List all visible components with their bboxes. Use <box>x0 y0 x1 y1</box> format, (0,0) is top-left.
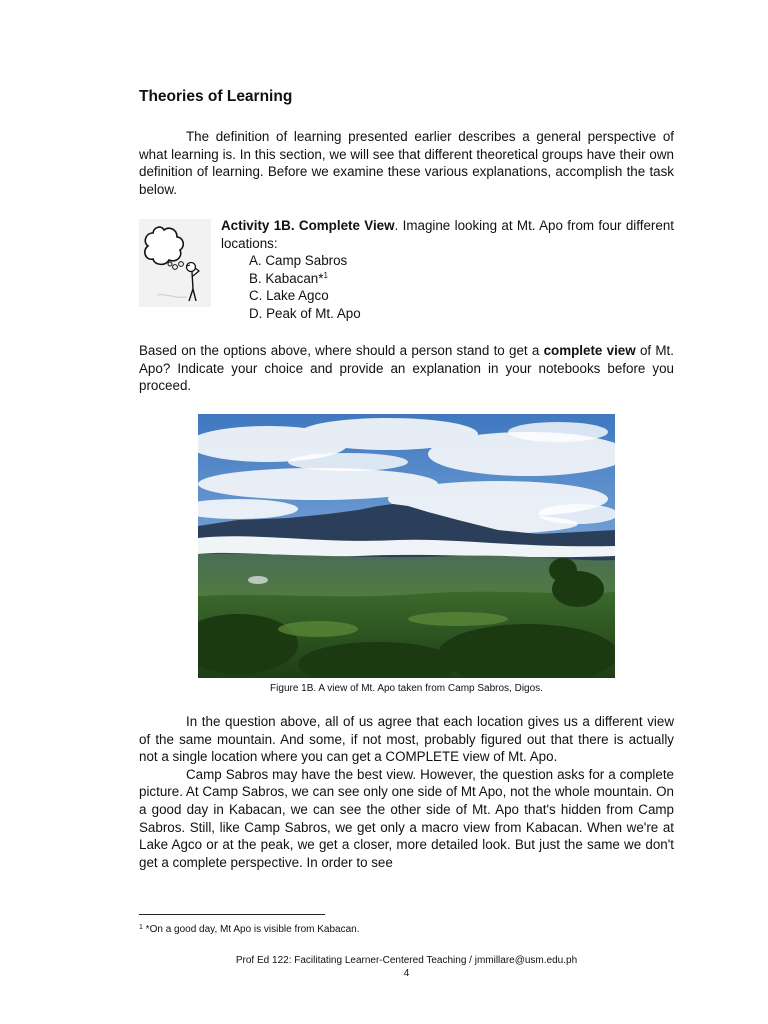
activity-instruction: . Imagine looking at Mt. Apo from four different locations: <box>221 218 674 251</box>
footer-course: Prof Ed 122: Facilitating Learner-Centered Teaching / jmmillare@usm.edu.ph <box>235 955 578 966</box>
option-item: B. Kabacan*$^1$ <box>249 270 328 286</box>
section-title: Theories of Learning <box>139 88 293 105</box>
mountain-photo <box>198 414 615 678</box>
thinking-person-icon <box>139 219 211 307</box>
page-number: 4 <box>403 968 410 979</box>
body-paragraph: Camp Sabros may have the best view. However, the question asks for a complete picture. At Camp Sabros, we can see only one side of Mt Apo, not the whole mountain. On a good day in Kabacan, we can see the other side of Mt. Apo that's hidden from Camp Sabros. Still, like Camp Sabros, we get only a macro view from Kabacan. When we're at Lake Agco or at the peak, we get a closer, more detailed look. But just the same we don't get a complete perspective. In order to see <box>139 766 674 870</box>
footnote-text: *On a good day, Mt Apo is visible from Kabacan. <box>142 924 360 935</box>
page-footer <box>139 954 674 980</box>
footnote-divider <box>139 914 325 915</box>
figure-caption: Figure 1B. A view of Mt. Apo taken from Camp Sabros, Digos. <box>270 683 543 694</box>
footnote <box>139 921 360 936</box>
footnote-number: 1 <box>139 924 143 931</box>
option-item: A. Camp Sabros <box>249 253 348 269</box>
question-text: Based on the options above, where should a person stand to get a complete view of Mt. Apo? Indicate your choice and provide an explanation in your notebooks before you proceed. <box>139 343 674 394</box>
question-emphasis: complete view <box>543 343 636 358</box>
body-text <box>139 713 674 871</box>
activity-text <box>221 217 674 323</box>
intro-text: The definition of learning presented earlier describes a general perspective of what learning is. In this section, we will see that different theoretical groups have their own definition of learning. Before we examine these various explanations, accomplish the task below. <box>139 129 674 197</box>
option-item: C. Lake Agco <box>249 288 329 304</box>
intro-paragraph <box>139 128 674 198</box>
option-item: D. Peak of Mt. Apo <box>249 305 361 321</box>
activity-heading: Activity 1B. Complete View <box>221 218 395 233</box>
location-options <box>221 252 674 322</box>
question-paragraph <box>139 342 674 395</box>
body-paragraph: In the question above, all of us agree that each location gives us a different view of the same mountain. And some, if not most, probably figured out that there is actually not a single location where you can get a COMPLETE view of Mt. Apo. <box>139 714 674 765</box>
footnote-reference: 1 <box>323 270 328 280</box>
